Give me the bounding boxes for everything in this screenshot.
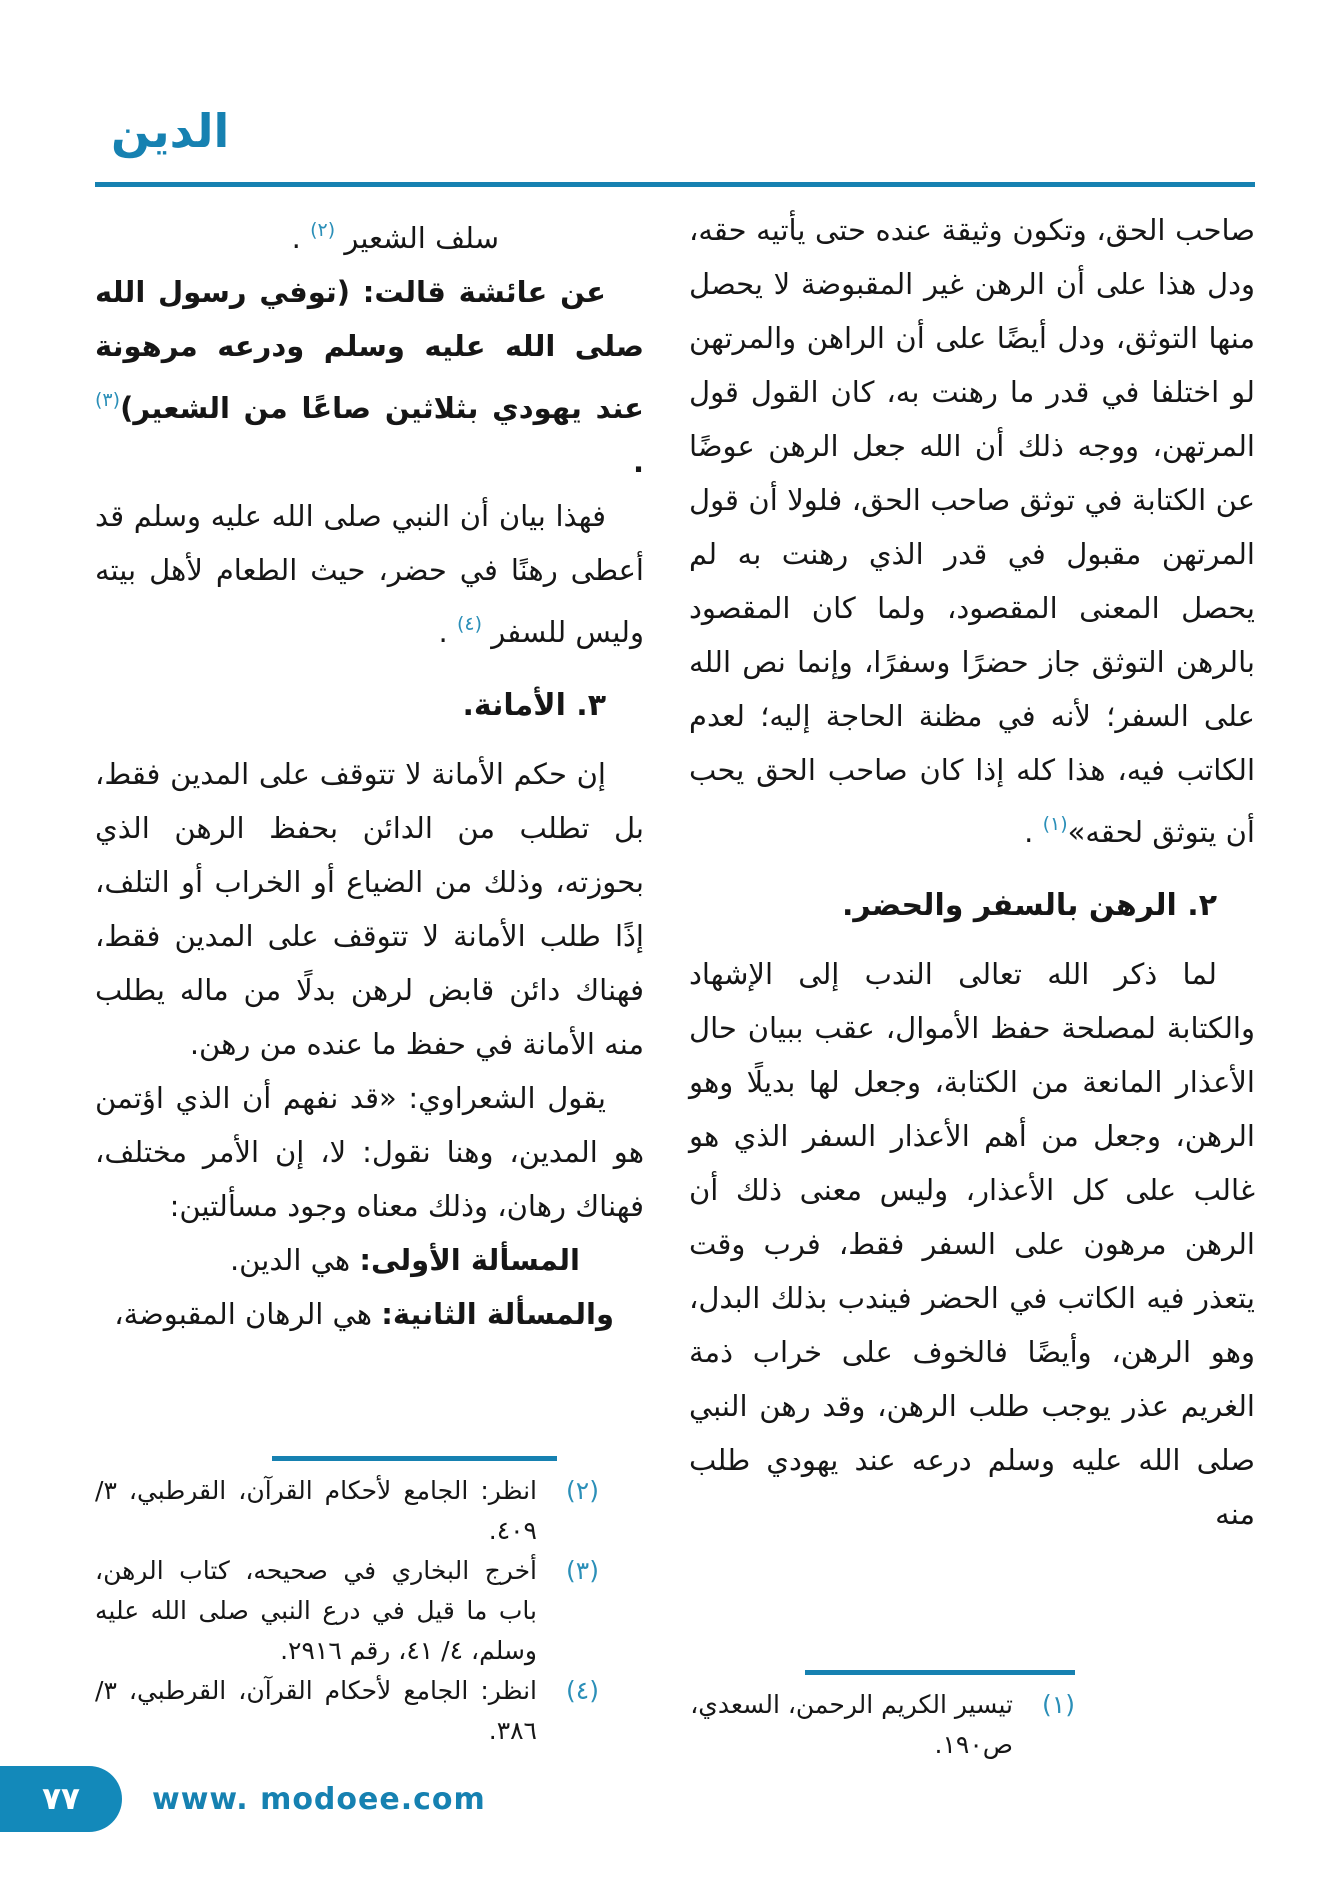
footnote-ref-3: (٣) [95,389,121,411]
paragraph-trust: إن حكم الأمانة لا تتوقف على المدين فقط، بل تطلب من الدائن بحفظ الرهن الذي بحوزته، وذلك من الضياع أو الخراب أو التلف، إذًا طلب الأمانة لا تتوقف على المدين فقط، فهناك دائن قابض لرهن بدلًا من ماله يطلب منه الأمانة في حفظ ما عنده من رهن. [95,757,644,1061]
paragraph-hadith-aisha [95,265,644,489]
column-right [689,203,1255,1765]
paragraph-saadi-quote [689,203,1255,859]
footnote-ref-4: (٤) [456,613,483,635]
text-columns [95,203,1255,1765]
footnote-item [689,1685,1075,1765]
page-header-title: الدين [111,104,230,158]
section-heading-3: ٣. الأمانة. [462,688,606,723]
footnote-number-3: (٣) [566,1556,599,1585]
paragraph-text: فهذا بيان أن النبي صلى الله عليه وسلم قد أعطى رهنًا في حضر، حيث الطعام لأهل بيته وليس للسفر [95,499,644,649]
header-rule [95,182,1255,187]
issue-text: هي الرهان المقبوضة، [114,1297,382,1331]
issue-text: هي الدين. [229,1243,360,1277]
footnote-item [95,1471,599,1551]
footnote-separator [805,1670,1075,1675]
column-left [95,203,644,1765]
sentence-period: . [291,221,311,255]
footnote-text: تيسير الكريم الرحمن، السعدي، ص١٩٠. [690,1690,1013,1759]
issue-second [95,1287,644,1341]
footnotes-right [689,1670,1075,1765]
paragraph-shaarawi-quote: يقول الشعراوي: «قد نفهم أن الذي اؤتمن هو المدين، وهنا نقول: لا، إن الأمر مختلف، فهناك رهان، وذلك معناه وجود مسألتين: [95,1081,644,1223]
sentence-period: . [438,615,457,649]
footnote-item [95,1551,599,1671]
footnote-text: انظر: الجامع لأحكام القرآن، القرطبي، ٣/ ٣٨٦. [95,1676,537,1745]
sentence-period: . [1024,815,1043,849]
paragraph-pledge-travel: لما ذكر الله تعالى الندب إلى الإشهاد والكتابة لمصلحة حفظ الأموال، عقب ببيان حال الأعذار المانعة من الكتابة، وجعل لها بديلًا وهو الرهن، وجعل من أهم الأعذار السفر الذي هو غالب على كل الأعذار، وليس معنى ذلك أن الرهن مرهون على السفر فقط، فرب وقت يتعذر فيه الكاتب في الحضر فيندب بذلك البدل، وهو الرهن، وأيضًا فالخوف على خراب ذمة الغريم عذر يوجب طلب الرهن، وقد رهن النبي صلى الله عليه وسلم درعه عند يهودي طلب منه [689,957,1255,1531]
footnote-text: أخرج البخاري في صحيحه، كتاب الرهن، باب ما قيل في درع النبي صلى الله عليه وسلم، ٤/ ٤١، رقم ٢٩١٦. [95,1556,537,1665]
footnote-number-2: (٢) [566,1476,599,1505]
issue-label: المسألة الأولى: [359,1243,580,1277]
footnote-number-4: (٤) [566,1676,599,1705]
footnotes-left [95,1456,644,1751]
paragraph-barley-loan [95,203,499,265]
footnote-ref-1: (١) [1042,813,1068,835]
footnote-text: انظر: الجامع لأحكام القرآن، القرطبي، ٣/ ٤٠٩. [95,1476,537,1545]
issue-label: والمسألة الثانية: [381,1297,614,1331]
footnote-number-1: (١) [1042,1690,1075,1719]
paragraph-text: صاحب الحق، وتكون وثيقة عنده حتى يأتيه حقه، ودل هذا على أن الرهن غير المقبوضة لا يحصل منها التوثق، ودل أيضًا على أن الراهن والمرتهن لو اختلفا في قدر ما رهنت به، كان القول قول المرتهن، ووجه ذلك أن الله جعل الرهن عوضًا عن الكتابة في توثق صاحب الحق، فلولا أن قول المرتهن مقبول في قدر الذي رهنت به لم يحصل المعنى المقصود، ولما كان المقصود بالرهن التوثق جاز حضرًا وسفرًا، وإنما نص الله على السفر؛ لأنه في مظنة الحاجة إليه؛ لعدم الكاتب فيه، هذا كله إذا كان صاحب الحق يحب أن يتوثق لحقه» [689,213,1255,849]
sentence-period: . [632,445,644,479]
section-heading-2: ٢. الرهن بالسفر والحضر. [841,888,1217,923]
page-number-badge [0,1766,122,1832]
issue-first [95,1233,644,1287]
page-number: ٧٧ [42,1781,80,1817]
hadith-text: عن عائشة قالت: (توفي رسول الله صلى الله عليه وسلم ودرعه مرهونة عند يهودي بثلاثين صاعًا من الشعير) [95,275,644,425]
footnote-item [95,1671,599,1751]
paragraph-explanation [95,489,644,659]
paragraph-text: سلف الشعير [335,221,499,255]
footnote-ref-2: (٢) [310,219,336,241]
footnote-separator [272,1456,557,1461]
website-url: www. modoee.com [152,1782,486,1817]
